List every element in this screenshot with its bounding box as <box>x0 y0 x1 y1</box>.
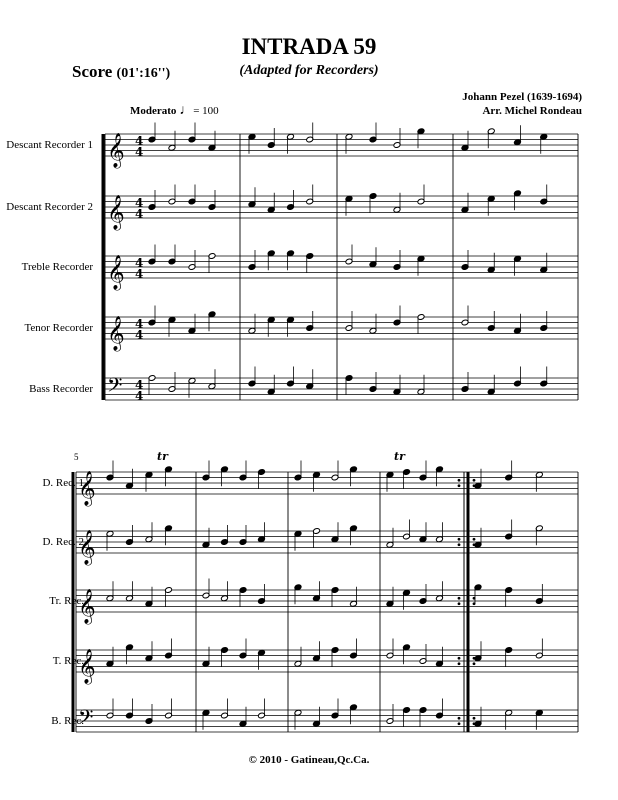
instrument-label: T. Rec. <box>52 655 84 667</box>
repeat-dot <box>473 484 476 487</box>
treble-clef-icon: 𝄞 <box>78 530 96 565</box>
instrument-label: D. Rec. 1 <box>42 477 84 489</box>
arranger-credit: Arr. Michel Rondeau <box>482 105 582 117</box>
tempo-value: = 100 <box>193 105 219 117</box>
repeat-dot <box>458 479 461 482</box>
repeat-dot <box>473 662 476 665</box>
repeat-dot <box>473 602 476 605</box>
time-signature-denominator: 4 <box>135 389 144 403</box>
bass-clef-icon: 𝄢 <box>78 705 94 734</box>
instrument-label: B. Rec. <box>51 715 84 727</box>
instrument-label: Treble Recorder <box>21 261 93 273</box>
treble-clef-icon: 𝄞 <box>78 471 96 506</box>
trill-ornament: tr <box>157 450 168 463</box>
instrument-label: Descant Recorder 1 <box>6 139 93 151</box>
score-title: INTRADA 59 <box>241 34 377 59</box>
repeat-dot <box>458 543 461 546</box>
repeat-dot <box>473 479 476 482</box>
repeat-dot <box>458 484 461 487</box>
treble-clef-icon: 𝄞 <box>107 133 125 168</box>
copyright-footer: © 2010 - Gatineau,Qc.Ca. <box>248 754 370 766</box>
time-signature-denominator: 4 <box>135 207 144 221</box>
repeat-dot <box>473 722 476 725</box>
treble-clef-icon: 𝄞 <box>107 255 125 290</box>
repeat-dot <box>458 602 461 605</box>
repeat-dot <box>458 717 461 720</box>
repeat-dot <box>458 657 461 660</box>
duration-label: (01':16'') <box>116 66 171 81</box>
time-signature-numerator: 4 <box>135 134 144 148</box>
repeat-dot <box>458 722 461 725</box>
repeat-dot <box>473 543 476 546</box>
time-signature-denominator: 4 <box>135 267 144 281</box>
treble-clef-icon: 𝄞 <box>78 649 96 684</box>
time-signature-numerator: 4 <box>135 378 144 392</box>
score-subtitle: (Adapted for Recorders) <box>239 63 379 78</box>
time-signature-denominator: 4 <box>135 328 144 342</box>
tempo-word: Moderato <box>130 105 177 117</box>
repeat-dot <box>473 657 476 660</box>
repeat-dot <box>473 717 476 720</box>
repeat-dot <box>473 597 476 600</box>
time-signature-denominator: 4 <box>135 145 144 159</box>
quarter-note-icon: ♩ <box>179 103 194 118</box>
repeat-dot <box>458 597 461 600</box>
treble-clef-icon: 𝄞 <box>78 589 96 624</box>
measure-number: 5 <box>74 452 79 462</box>
treble-clef-icon: 𝄞 <box>107 316 125 351</box>
repeat-dot <box>473 538 476 541</box>
repeat-dot <box>458 538 461 541</box>
repeat-dot <box>458 662 461 665</box>
treble-clef-icon: 𝄞 <box>107 195 125 230</box>
instrument-label: Bass Recorder <box>29 383 93 395</box>
score-word: Score <box>72 62 113 81</box>
instrument-label: Tenor Recorder <box>24 322 93 334</box>
trill-ornament: tr <box>394 450 405 463</box>
bass-clef-icon: 𝄢 <box>107 373 123 402</box>
instrument-label: D. Rec. 2 <box>42 536 84 548</box>
instrument-label: Tr. Rec. <box>49 595 84 607</box>
instrument-label: Descant Recorder 2 <box>6 201 93 213</box>
time-signature-numerator: 4 <box>135 317 144 331</box>
composer-credit: Johann Pezel (1639-1694) <box>462 91 582 103</box>
time-signature-numerator: 4 <box>135 256 144 270</box>
time-signature-numerator: 4 <box>135 196 144 210</box>
